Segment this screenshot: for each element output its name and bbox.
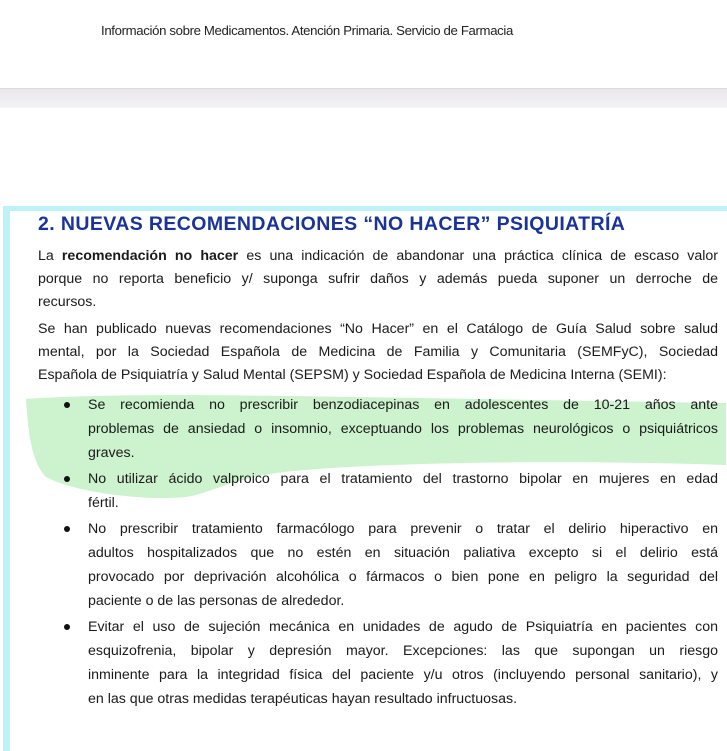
list-item: [38, 517, 718, 613]
list-item-line: Evitar el uso de sujeción mecánica en unidades de agudo de Psiquiatría en pacientes con: [88, 619, 718, 635]
list-item-line: graves.: [88, 445, 135, 461]
list-item-line: esquizofrenia, bipolar y depresión mayor. Excepciones: las que supongan un riesgo: [88, 643, 718, 659]
page-header: [0, 0, 727, 88]
second-paragraph: [38, 318, 718, 387]
recommendation-list: [38, 393, 718, 713]
list-item: [38, 467, 718, 515]
list-item-line: paciente o de las personas de alrededor.: [88, 593, 345, 609]
list-item-line: problemas de ansiedad o insomnio, exceptuando los problemas neurológicos o psiquiátricos: [88, 421, 718, 437]
list-item-line: No utilizar ácido valproico para el tratamiento del trastorno bipolar en mujeres en edad: [88, 471, 718, 487]
intro-line-1-rest: es una indicación de abandonar una práctica clínica de escaso valor: [238, 248, 718, 264]
bullet-dot: [64, 526, 70, 532]
header-text: Información sobre Medicamentos. Atención Primaria. Servicio de Farmacia: [101, 23, 513, 38]
list-item-line: inminente para la integridad física del paciente y/u otros (incluyendo personal sanitario), y: [88, 667, 718, 683]
section-title: 2. NUEVAS RECOMENDACIONES “NO HACER” PSIQUIATRÍA: [38, 213, 626, 235]
list-item-line: No prescribir tratamiento farmacólogo para prevenir o tratar el delirio hiperactivo en: [88, 521, 718, 537]
list-item-line: en las que otras medidas terapéuticas hayan resultado infructuosas.: [88, 691, 518, 707]
list-item-line: Se recomienda no prescribir benzodiacepinas en adolescentes de 10-21 años ante: [88, 397, 718, 413]
bullet-dot: [64, 624, 70, 630]
p2-line-3: Española de Psiquiatría y Salud Mental (SEPSM) y Sociedad Española de Medicina Interna (SEMI):: [38, 367, 667, 383]
list-item-line: fértil.: [88, 495, 119, 511]
bullet-dot: [64, 476, 70, 482]
list-item: [38, 393, 718, 465]
intro-bold-term: recomendación no hacer: [61, 248, 239, 264]
intro-line-2: porque no reporta beneficio y/ suponga sufrir daños y además pueda suponer un derroche de: [38, 271, 718, 287]
p2-line-1: Se han publicado nuevas recomendaciones “No Hacer” en el Catálogo de Guía Salud sobre salud: [38, 321, 718, 337]
p2-line-2: mental, por la Sociedad Española de Medicina de Familia y Comunitaria (SEMFyC), Sociedad: [38, 344, 718, 360]
intro-line-3: recursos.: [38, 294, 97, 310]
intro-prefix: La: [38, 248, 62, 264]
intro-paragraph: [38, 245, 718, 314]
bullet-dot: [64, 402, 70, 408]
intro-line-1: [38, 245, 718, 268]
page-gap: [0, 88, 727, 109]
list-item: [38, 615, 718, 711]
list-item-line: provocado por deprivación alcohólica o fármacos o bien pone en peligro la seguridad del: [88, 569, 718, 585]
list-item-line: adultos hospitalizados que no estén en situación paliativa excepto si el delirio está: [88, 545, 718, 561]
